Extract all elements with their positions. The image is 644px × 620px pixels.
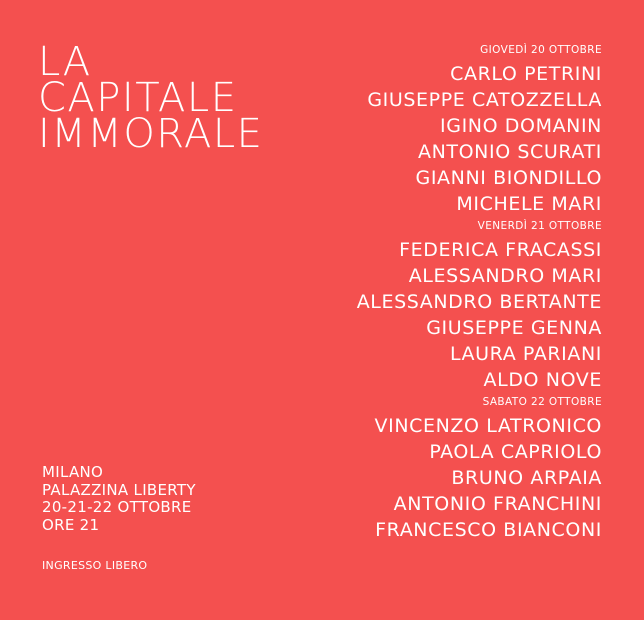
- title-line: IMMORALE: [38, 111, 264, 157]
- speaker-list: [357, 413, 602, 543]
- speaker-name: ALDO NOVE: [483, 369, 602, 391]
- event-title: [38, 39, 264, 157]
- title-line: CAPITALE: [38, 75, 238, 121]
- speaker-name: IGINO DOMANIN: [440, 115, 602, 137]
- speaker-list: [357, 61, 602, 217]
- event-city: MILANO: [42, 463, 104, 481]
- title-line: LA: [38, 39, 92, 85]
- event-dates: 20-21-22 OTTOBRE: [42, 498, 192, 516]
- speaker-name: LAURA PARIANI: [449, 343, 602, 365]
- event-info: [42, 464, 196, 534]
- speaker-name: PAOLA CAPRIOLO: [429, 441, 602, 463]
- day-date: VENERDÌ 21 OTTOBRE: [477, 220, 602, 232]
- day-date: SABATO 22 OTTOBRE: [482, 396, 602, 408]
- speaker-name: GIANNI BIONDILLO: [415, 167, 602, 189]
- speaker-list: [357, 237, 602, 393]
- speaker-name: ANTONIO FRANCHINI: [393, 493, 602, 515]
- day-date: GIOVEDÌ 20 OTTOBRE: [480, 44, 602, 56]
- event-venue: PALAZZINA LIBERTY: [42, 480, 196, 499]
- event-time: ORE 21: [42, 515, 100, 534]
- program-list: [357, 43, 602, 545]
- speaker-name: FRANCESCO BIANCONI: [375, 519, 602, 541]
- speaker-name: ALESSANDRO BERTANTE: [356, 291, 602, 313]
- speaker-name: MICHELE MARI: [456, 193, 602, 215]
- speaker-name: VINCENZO LATRONICO: [374, 415, 602, 437]
- speaker-name: BRUNO ARPAIA: [451, 467, 602, 489]
- free-entry-note: INGRESSO LIBERO: [42, 559, 148, 572]
- speaker-name: ANTONIO SCURATI: [418, 141, 602, 163]
- speaker-name: ALESSANDRO MARI: [408, 265, 602, 287]
- speaker-name: GIUSEPPE GENNA: [426, 317, 602, 339]
- speaker-name: FEDERICA FRACASSI: [399, 239, 602, 261]
- speaker-name: GIUSEPPE CATOZZELLA: [367, 89, 602, 111]
- speaker-name: CARLO PETRINI: [450, 63, 602, 85]
